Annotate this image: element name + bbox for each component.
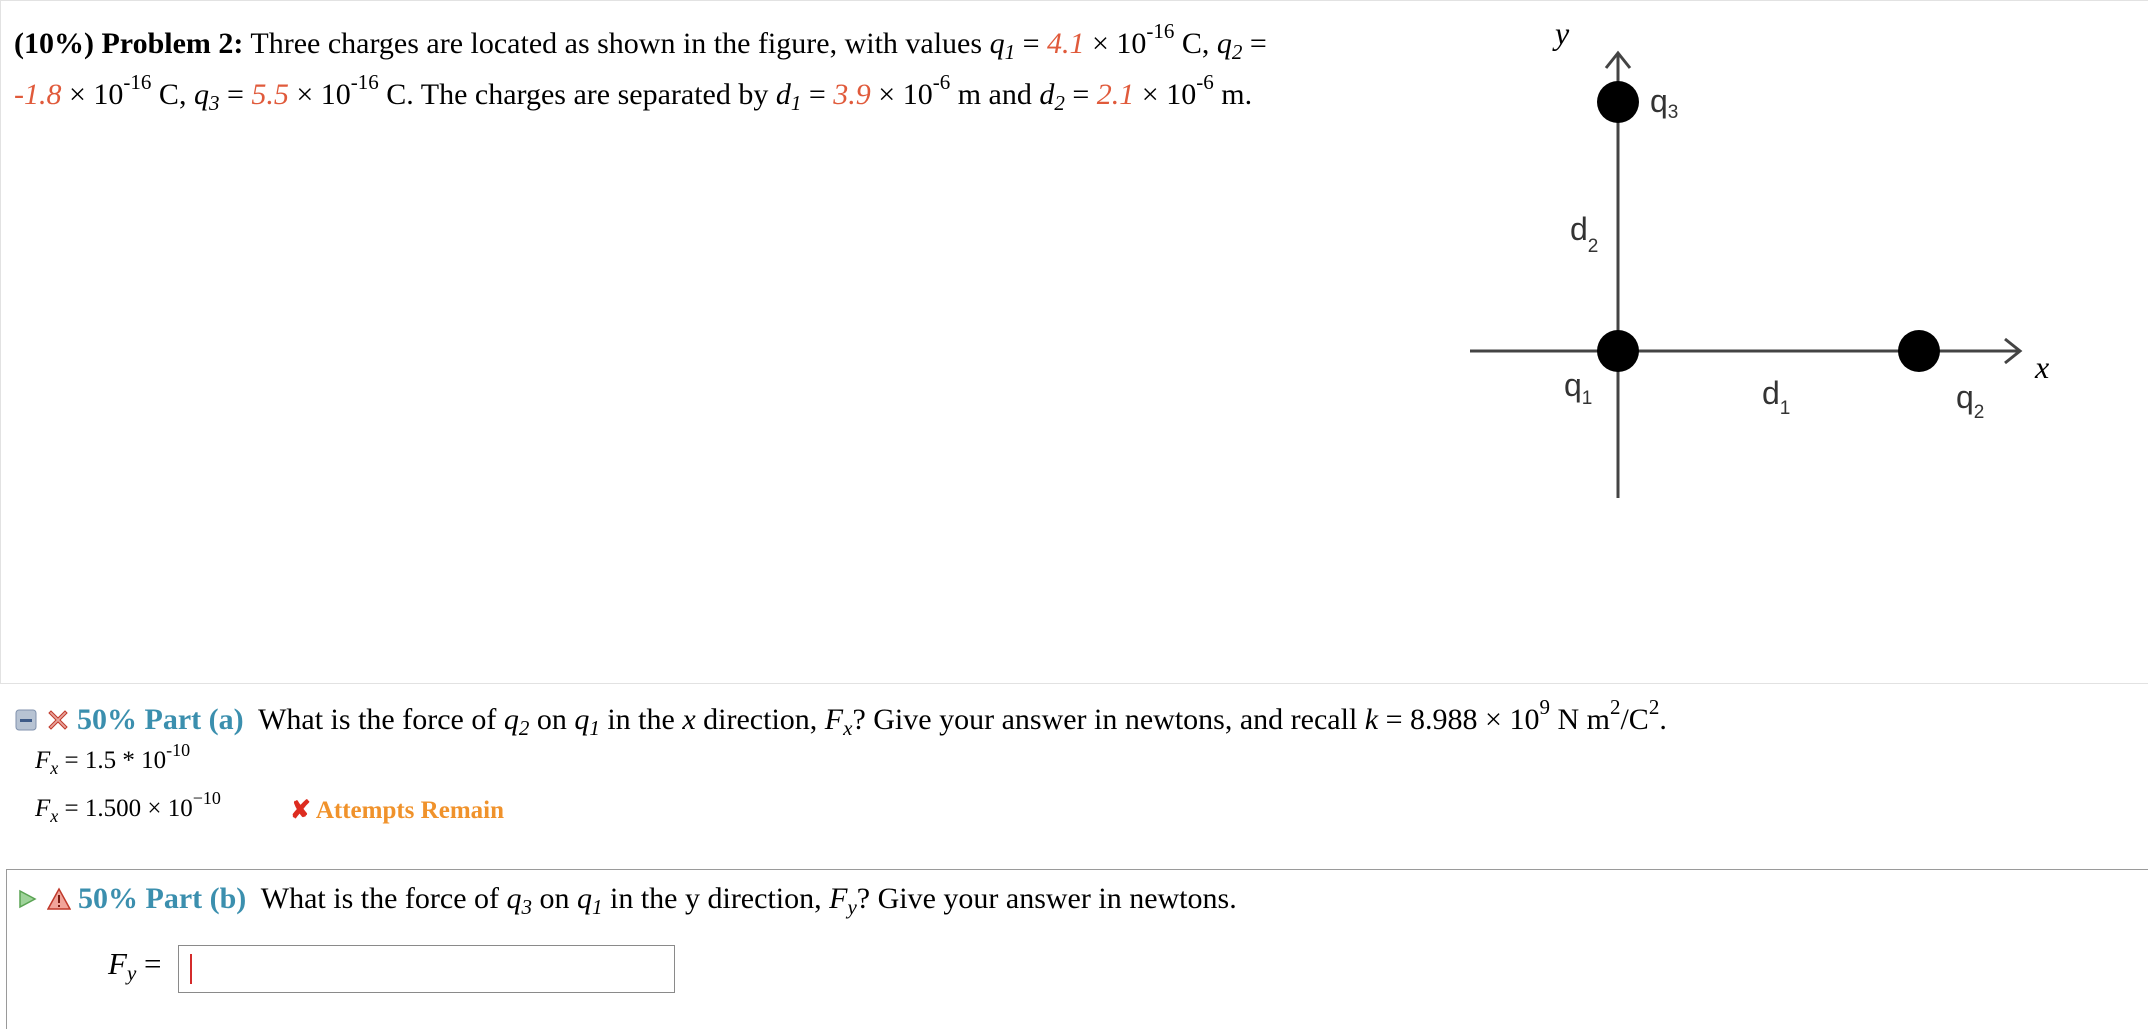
- q1-value: 4.1: [1046, 27, 1085, 60]
- part-b-percent: 50%: [78, 882, 138, 915]
- charge-figure: [1460, 8, 2080, 508]
- warning-icon: [47, 887, 71, 911]
- part-b-question: What is the force of $q_3$ on $q_1$ in the y direction, $F_y$? Give your answer in newtons.: [260, 882, 1237, 919]
- part-a-question: What is the force of $q_2$ on $q_1$ in the x direction, $F_x$? Give your answer in newtons, and recall $k = 8.988 \times 10^9$ N $m^2/C^2$.: [258, 695, 1667, 740]
- expand-play-icon[interactable]: [15, 887, 39, 911]
- fy-answer-input[interactable]: [178, 945, 675, 993]
- part-b-label: Part (b): [145, 882, 247, 915]
- problem-intro: Three charges are located as shown in the figure, with values: [250, 27, 983, 60]
- part-b-header: [15, 870, 1237, 928]
- incorrect-icon: [46, 708, 70, 732]
- fy-input-label: $F_y$ =: [108, 946, 162, 985]
- d1-value: 3.9: [833, 78, 871, 111]
- d2-value: 2.1: [1096, 78, 1135, 111]
- q3-label: q3: [1650, 83, 1679, 123]
- collapse-icon[interactable]: [14, 708, 38, 732]
- problem-weight: (10%): [14, 27, 94, 60]
- submitted-answer-raw: $F_x = 1.5 * 10^{-10}$: [35, 740, 191, 778]
- attempts-status: ✘ Attempts Remain: [290, 797, 504, 824]
- part-a-label: Part (a): [144, 703, 244, 736]
- d2-label: $d_2$: [1570, 211, 1599, 257]
- q3-value: 5.5: [251, 78, 289, 111]
- part-a-percent: 50%: [77, 703, 137, 736]
- charge-q1: [1597, 330, 1639, 372]
- problem-label: Problem 2:: [101, 27, 244, 60]
- part-a-header: [14, 695, 1667, 740]
- part-b-panel: [6, 869, 2148, 1029]
- charge-q2: [1898, 330, 1940, 372]
- q1-label: $q_1$: [1564, 367, 1593, 409]
- attempts-x-icon: ✘: [290, 797, 311, 824]
- x-axis-label: x: [2035, 349, 2050, 385]
- text-caret: [190, 954, 192, 984]
- y-axis-label: y: [1555, 15, 1570, 51]
- q2-value: -1.8: [14, 78, 62, 111]
- charge-q3: [1597, 81, 1639, 123]
- d1-label: $d_1$: [1762, 375, 1791, 419]
- q2-label: $q_2$: [1956, 379, 1985, 423]
- submitted-answer-formatted: $F_x = 1.500 \times 10^{-10}$: [35, 788, 221, 826]
- separation-text: The charges are separated by: [420, 78, 769, 111]
- problem-statement: (10%) Problem 2: Three charges are located as shown in the figure, with values $q_1 = 4.1 \times 10^{-16}$ C, $q_2$ = $-1.8 \times 10^{-16}$ C, $q_3 = 5.5 \times 10^{-16}$ C. The charges are separated by $d_1 = 3.9 \times 10^{-6}$ m and $d_2 = 2.1 \times 10^{-6}$ m.: [14, 19, 1267, 115]
